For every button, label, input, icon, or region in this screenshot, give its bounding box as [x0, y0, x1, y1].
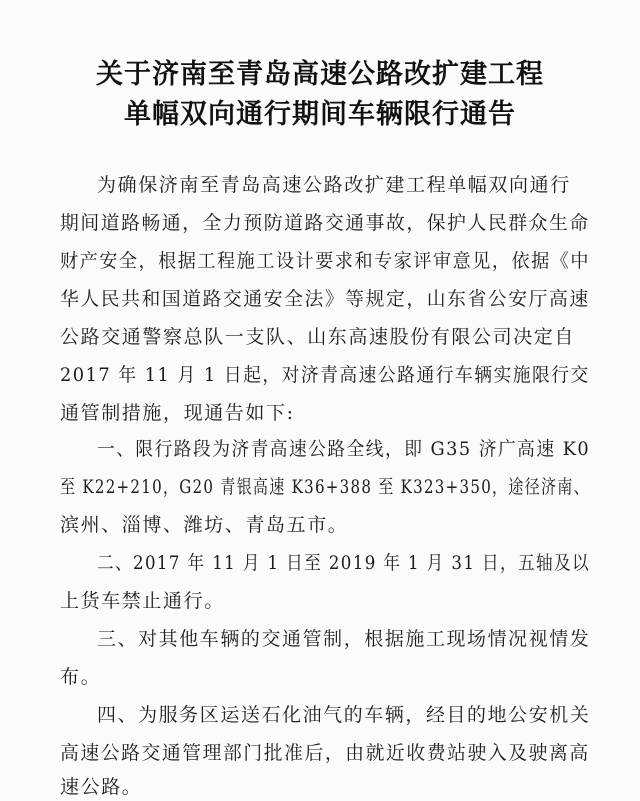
body-line-3: 财产安全，根据工程施工设计要求和专家评审意见，依据《中 — [60, 250, 591, 272]
title-line-2: 单幅双向通行期间车辆限行通告 — [124, 99, 516, 130]
item-4-line-3: 速公路。 — [60, 776, 143, 798]
item-4-line-1: 四、为服务区运送石化油气的车辆，经目的地公安机关 — [97, 704, 591, 726]
item-2-line-1: 二、2017 年 11 月 1 日至 2019 年 1 月 31 日，五轴及以 — [97, 552, 591, 574]
body-line-5: 公路交通警察总队一支队、山东高速股份有限公司决定自 — [60, 326, 576, 348]
item-1-line-1: 一、限行路段为济青高速公路全线，即 G35 济广高速 K0 — [97, 438, 591, 460]
item-1-line-2: 至 K22+210，G20 青银高速 K36+388 至 K323+350，途径济南、 — [60, 476, 590, 498]
item-3-line-2: 布。 — [60, 666, 102, 688]
body-line-7: 通管制措施，现通告如下: — [60, 402, 295, 424]
item-1-line-3: 滨州、淄博、潍坊、青岛五市。 — [60, 514, 349, 536]
body-line-4: 华人民共和国道路交通安全法》等规定，山东省公安厅高速 — [60, 288, 590, 310]
item-3-line-1: 三、对其他车辆的交通管制，根据施工现场情况视情发 — [97, 628, 591, 650]
body-line-6: 2017 年 11 月 1 日起，对济青高速公路通行车辆实施限行交 — [60, 364, 590, 386]
title-line-1: 关于济南至青岛高速公路改扩建工程 — [96, 59, 544, 90]
item-4-line-2: 高速公路交通管理部门批准后，由就近收费站驶入及驶离高 — [60, 742, 590, 764]
body-line-2: 期间道路畅通，全力预防道路交通事故，保护人民群众生命 — [60, 212, 590, 234]
body-line-1: 为确保济南至青岛高速公路改扩建工程单幅双向通行 — [97, 174, 571, 196]
item-2-line-2: 上货车禁止通行。 — [60, 590, 225, 612]
